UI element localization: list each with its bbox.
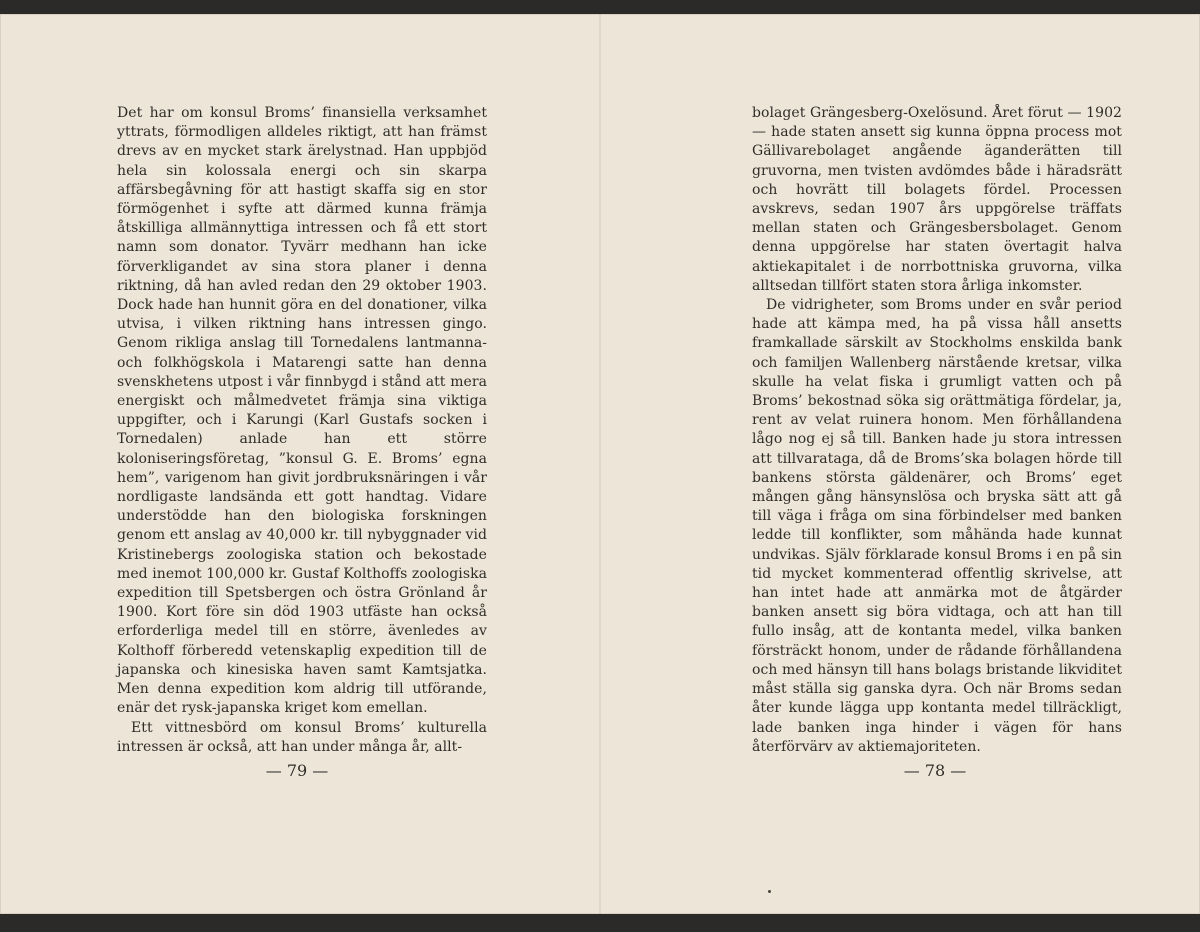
left-paragraph-1: Det har om konsul Broms’ finansiella verksamhet yttrats, förmodligen alldeles riktigt, att han främst drevs av en mycket stark ärelystnad. Han uppbjöd hela sin kolossala energi och sin skarpa affärsbegåvning för att hastigt skaffa sig en stor förmögenhet i syfte att därmed kunna främja åtskilliga allmännyttiga intressen och få ett stort namn som donator. Tyvärr medhann han icke förverkligandet av sina stora planer i denna riktning, då han avled redan den 29 oktober 1903. Dock hade han hunnit göra en del donationer, vilka utvisa, i vilken riktning hans intressen gingo. Genom rikliga anslag till Tornedalens lantmanna- och folkhögskola i Matarengi satte han denna svenskhetens utpost i vår finnbygd i stånd att mera energiskt och målmedvetet främja sina viktiga uppgifter, och i Karungi (Karl Gustafs socken i Tornedalen) anlade han ett större koloniseringsföretag, ”konsul G. E. Broms’ egna hem”, varigenom han givit jordbruksnäringen i vår nordligaste landsända ett gott handtag. Vidare understödde han den biologiska forskningen genom ett anslag av 40,000 kr. till nybyggnader vid Kristinebergs zoologiska station och bekostade med inemot 100,000 kr. Gustaf Kolthoffs zoologiska expedition till Spetsbergen och östra Grönland år 1900. Kort före sin död 1903 utfäste han också erforderliga medel till en större, ävenledes av Kolthoff förberedd vetenskaplig expedition till de japanska och kinesiska haven samt Kamtsjatka. Men denna expedition kom aldrig till utförande, enär det rysk-japanska kriget kom emellan. [117,105,487,717]
paper-speck [768,890,771,893]
right-paragraph-2: De vidrigheter, som Broms under en svår period hade att kämpa med, ha på vissa håll ansetts framkallade särskilt av Stockholms enskilda bank och familjen Wallenberg närstående kretsar, vilka skulle ha velat fiska i grumligt vatten och på Broms’ bekostnad söka sig orättmätiga fördelar, ja, rent av velat ruinera honom. Men förhållandena lågo nog ej så till. Banken hade ju stora intressen att tillvarataga, då de Broms’ska bolagen hörde till bankens största gäldenärer, och Broms’ eget mången gång hänsynslösa och bryska sätt att gå till väga i fråga om sina förbindelser med banken ledde till konflikter, som måhända hade kunnat undvikas. Själv förklarade konsul Broms i en på sin tid mycket kommenterad offentlig skrivelse, att han intet hade att anmärka mot de åtgärder banken ansett sig böra vidtaga, och att han till fullo insåg, att de kontanta medel, vilka banken försträckt honom, under de rådande förhållandena och med hänsyn till hans bolags bristande likviditet måst ställa sig ganska dyra. Och när Broms sedan åter kunde lägga upp kontanta medel tillräckligt, lade banken inga hinder i vägen för hans återförvärv av aktiemajoriteten. [752,297,1122,755]
left-page-number: — 79 — [265,761,329,780]
document-sheet [0,14,1200,914]
left-page-text [117,104,487,757]
right-paragraph-1: bolaget Grängesberg-Oxelösund. Året förut — 1902 — hade staten ansett sig kunna öppna process mot Gällivarebolaget angående äganderätten till gruvorna, men tvisten avdömdes både i häradsrätt och hovrätt till bolagets fördel. Processen avskrevs, sedan 1907 års uppgörelse träffats mellan staten och Grängesbersbolaget. Genom denna uppgörelse har staten övertagit halva aktiekapitalet i de norrbottniska gruvorna, vilka alltsedan tillfört staten stora årliga inkomster. [752,105,1122,294]
left-paragraph-2: Ett vittnesbörd om konsul Broms’ kulturella intressen är också, att han under många år, allt- [117,719,487,755]
center-fold [599,14,601,914]
right-page-number: — 78 — [903,761,967,780]
right-page-text [752,104,1122,757]
